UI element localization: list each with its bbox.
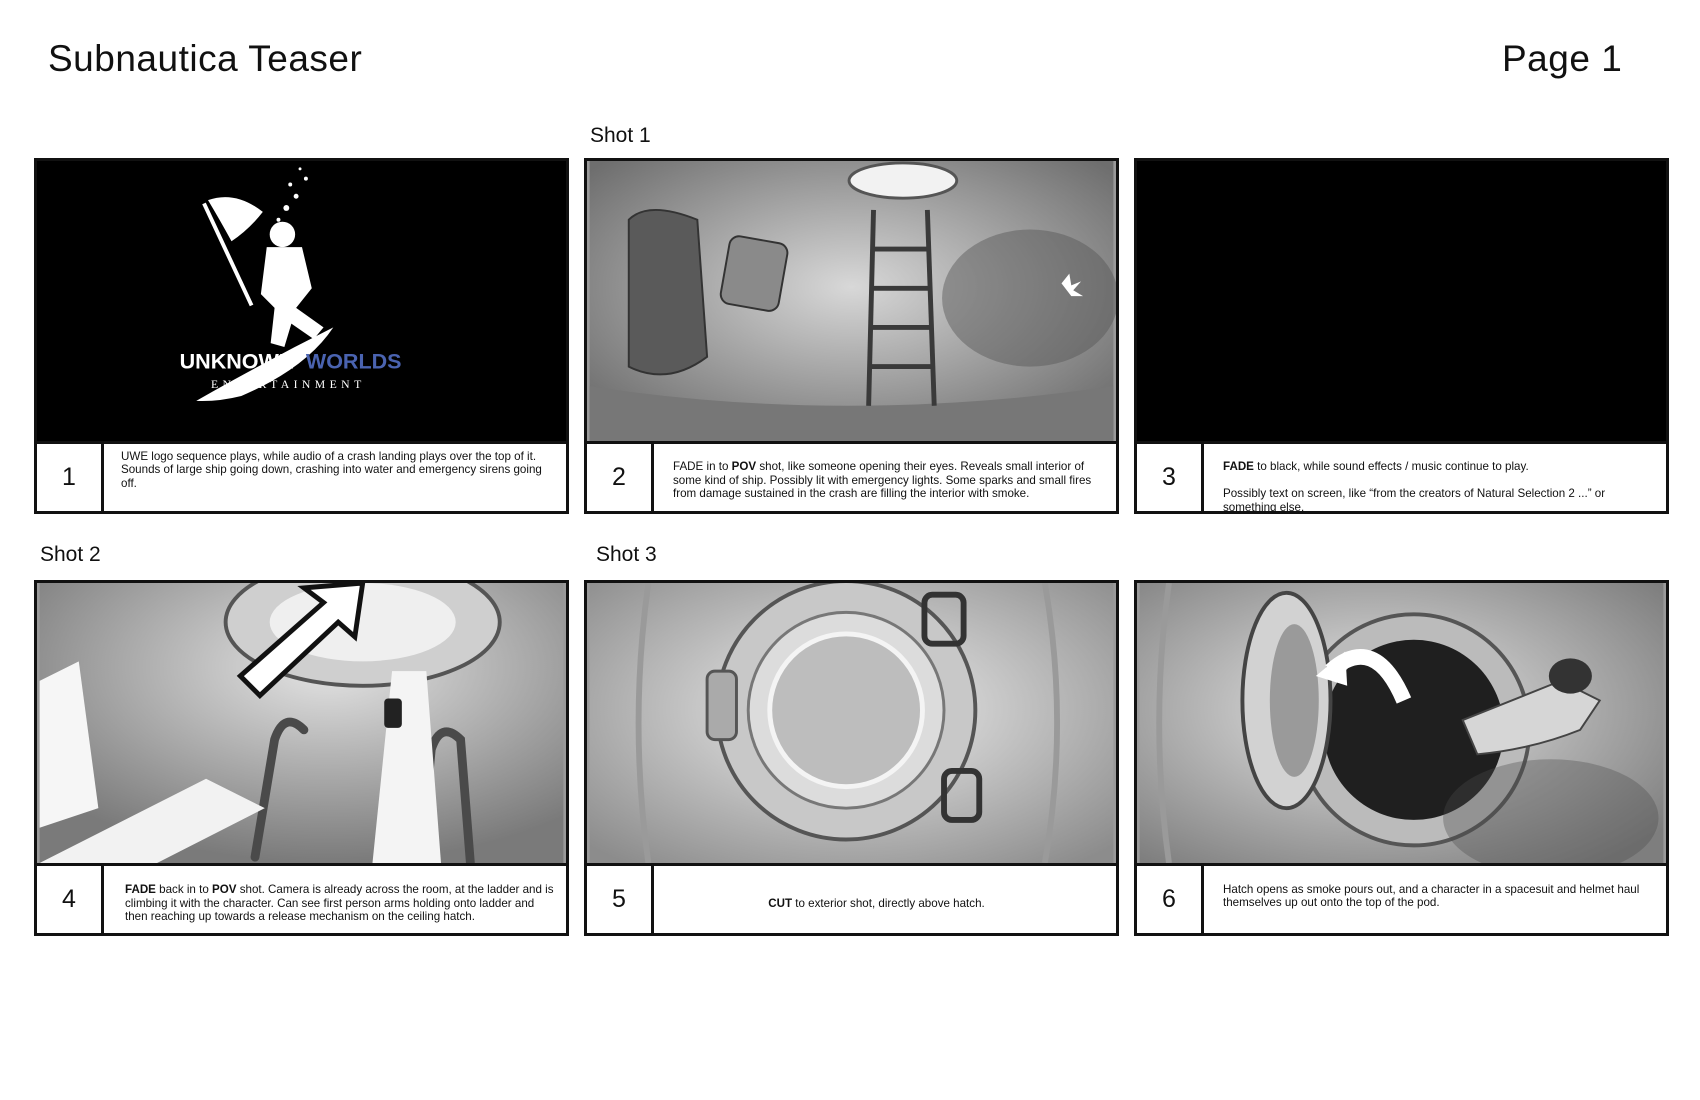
panel-1-number: 1 <box>37 444 104 511</box>
panel-3-number: 3 <box>1137 444 1204 511</box>
pov-climb-sketch <box>37 583 566 863</box>
ship-interior-sketch <box>587 161 1116 441</box>
logo-sub: ENTERTAINMENT <box>210 378 366 392</box>
panel-2-image <box>584 158 1119 444</box>
panel-5-caption <box>584 863 1119 936</box>
page-number: Page 1 <box>1502 38 1623 79</box>
panel-4-caption <box>34 863 569 936</box>
storyboard-panel-3 <box>1134 158 1669 514</box>
panel-1-image <box>34 158 569 444</box>
storyboard-panel-6 <box>1134 580 1669 936</box>
panel-5-text: CUT to exterior shot, directly above hatch. <box>768 897 985 911</box>
panel-1-text: UWE logo sequence plays, while audio of a crash landing plays over the top of it. Sounds of large ship going down, crashing into water and emergency sirens going off. <box>121 450 542 490</box>
panel-3-caption <box>1134 441 1669 514</box>
panel-5-image <box>584 580 1119 866</box>
panel-5-number: 5 <box>587 866 654 933</box>
shot-label-3: Shot 3 <box>596 543 657 566</box>
shot-label-1: Shot 1 <box>590 124 651 147</box>
hatch-exterior-sketch <box>587 583 1116 863</box>
page-title: Subnautica Teaser <box>48 38 363 79</box>
panel-6-number: 6 <box>1137 866 1204 933</box>
shot-label-2: Shot 2 <box>40 543 101 566</box>
storyboard-panel-1 <box>34 158 569 514</box>
storyboard-panel-5 <box>584 580 1119 936</box>
logo-brand-left: UNKNOWN <box>179 349 295 374</box>
panel-2-caption <box>584 441 1119 514</box>
panel-6-caption <box>1134 863 1669 936</box>
uwe-logo <box>37 161 566 441</box>
panel-3-text: FADE to black, while sound effects / music continue to play. Possibly text on screen, like “from the creators of Natural Selection 2 ...” or something else. <box>1223 460 1606 514</box>
panel-2-number: 2 <box>587 444 654 511</box>
storyboard-panel-2 <box>584 158 1119 514</box>
panel-6-text: Hatch opens as smoke pours out, and a character in a spacesuit and helmet haul themselves up out onto the top of the pod. <box>1223 883 1640 910</box>
hatch-opens-sketch <box>1137 583 1666 863</box>
panel-4-image <box>34 580 569 866</box>
panel-2-text: FADE in to POV shot, like someone opening their eyes. Reveals small interior of some kind of ship. Possibly lit with emergency lights. Some sparks and small fires from damage sustained in the crash are filling the interior with smoke. <box>673 460 1092 501</box>
panel-4-number: 4 <box>37 866 104 933</box>
logo-brand-right: WORLDS <box>305 349 402 374</box>
panel-1-caption <box>34 441 569 514</box>
storyboard-panel-4 <box>34 580 569 936</box>
panel-6-image <box>1134 580 1669 866</box>
panel-3-image <box>1134 158 1669 444</box>
panel-4-text: FADE back in to POV shot. Camera is already across the room, at the ladder and is climbing it with the character. Can see first person arms holding onto ladder and then reaching up towards a release mechanism on the ceiling hatch. <box>125 883 554 924</box>
